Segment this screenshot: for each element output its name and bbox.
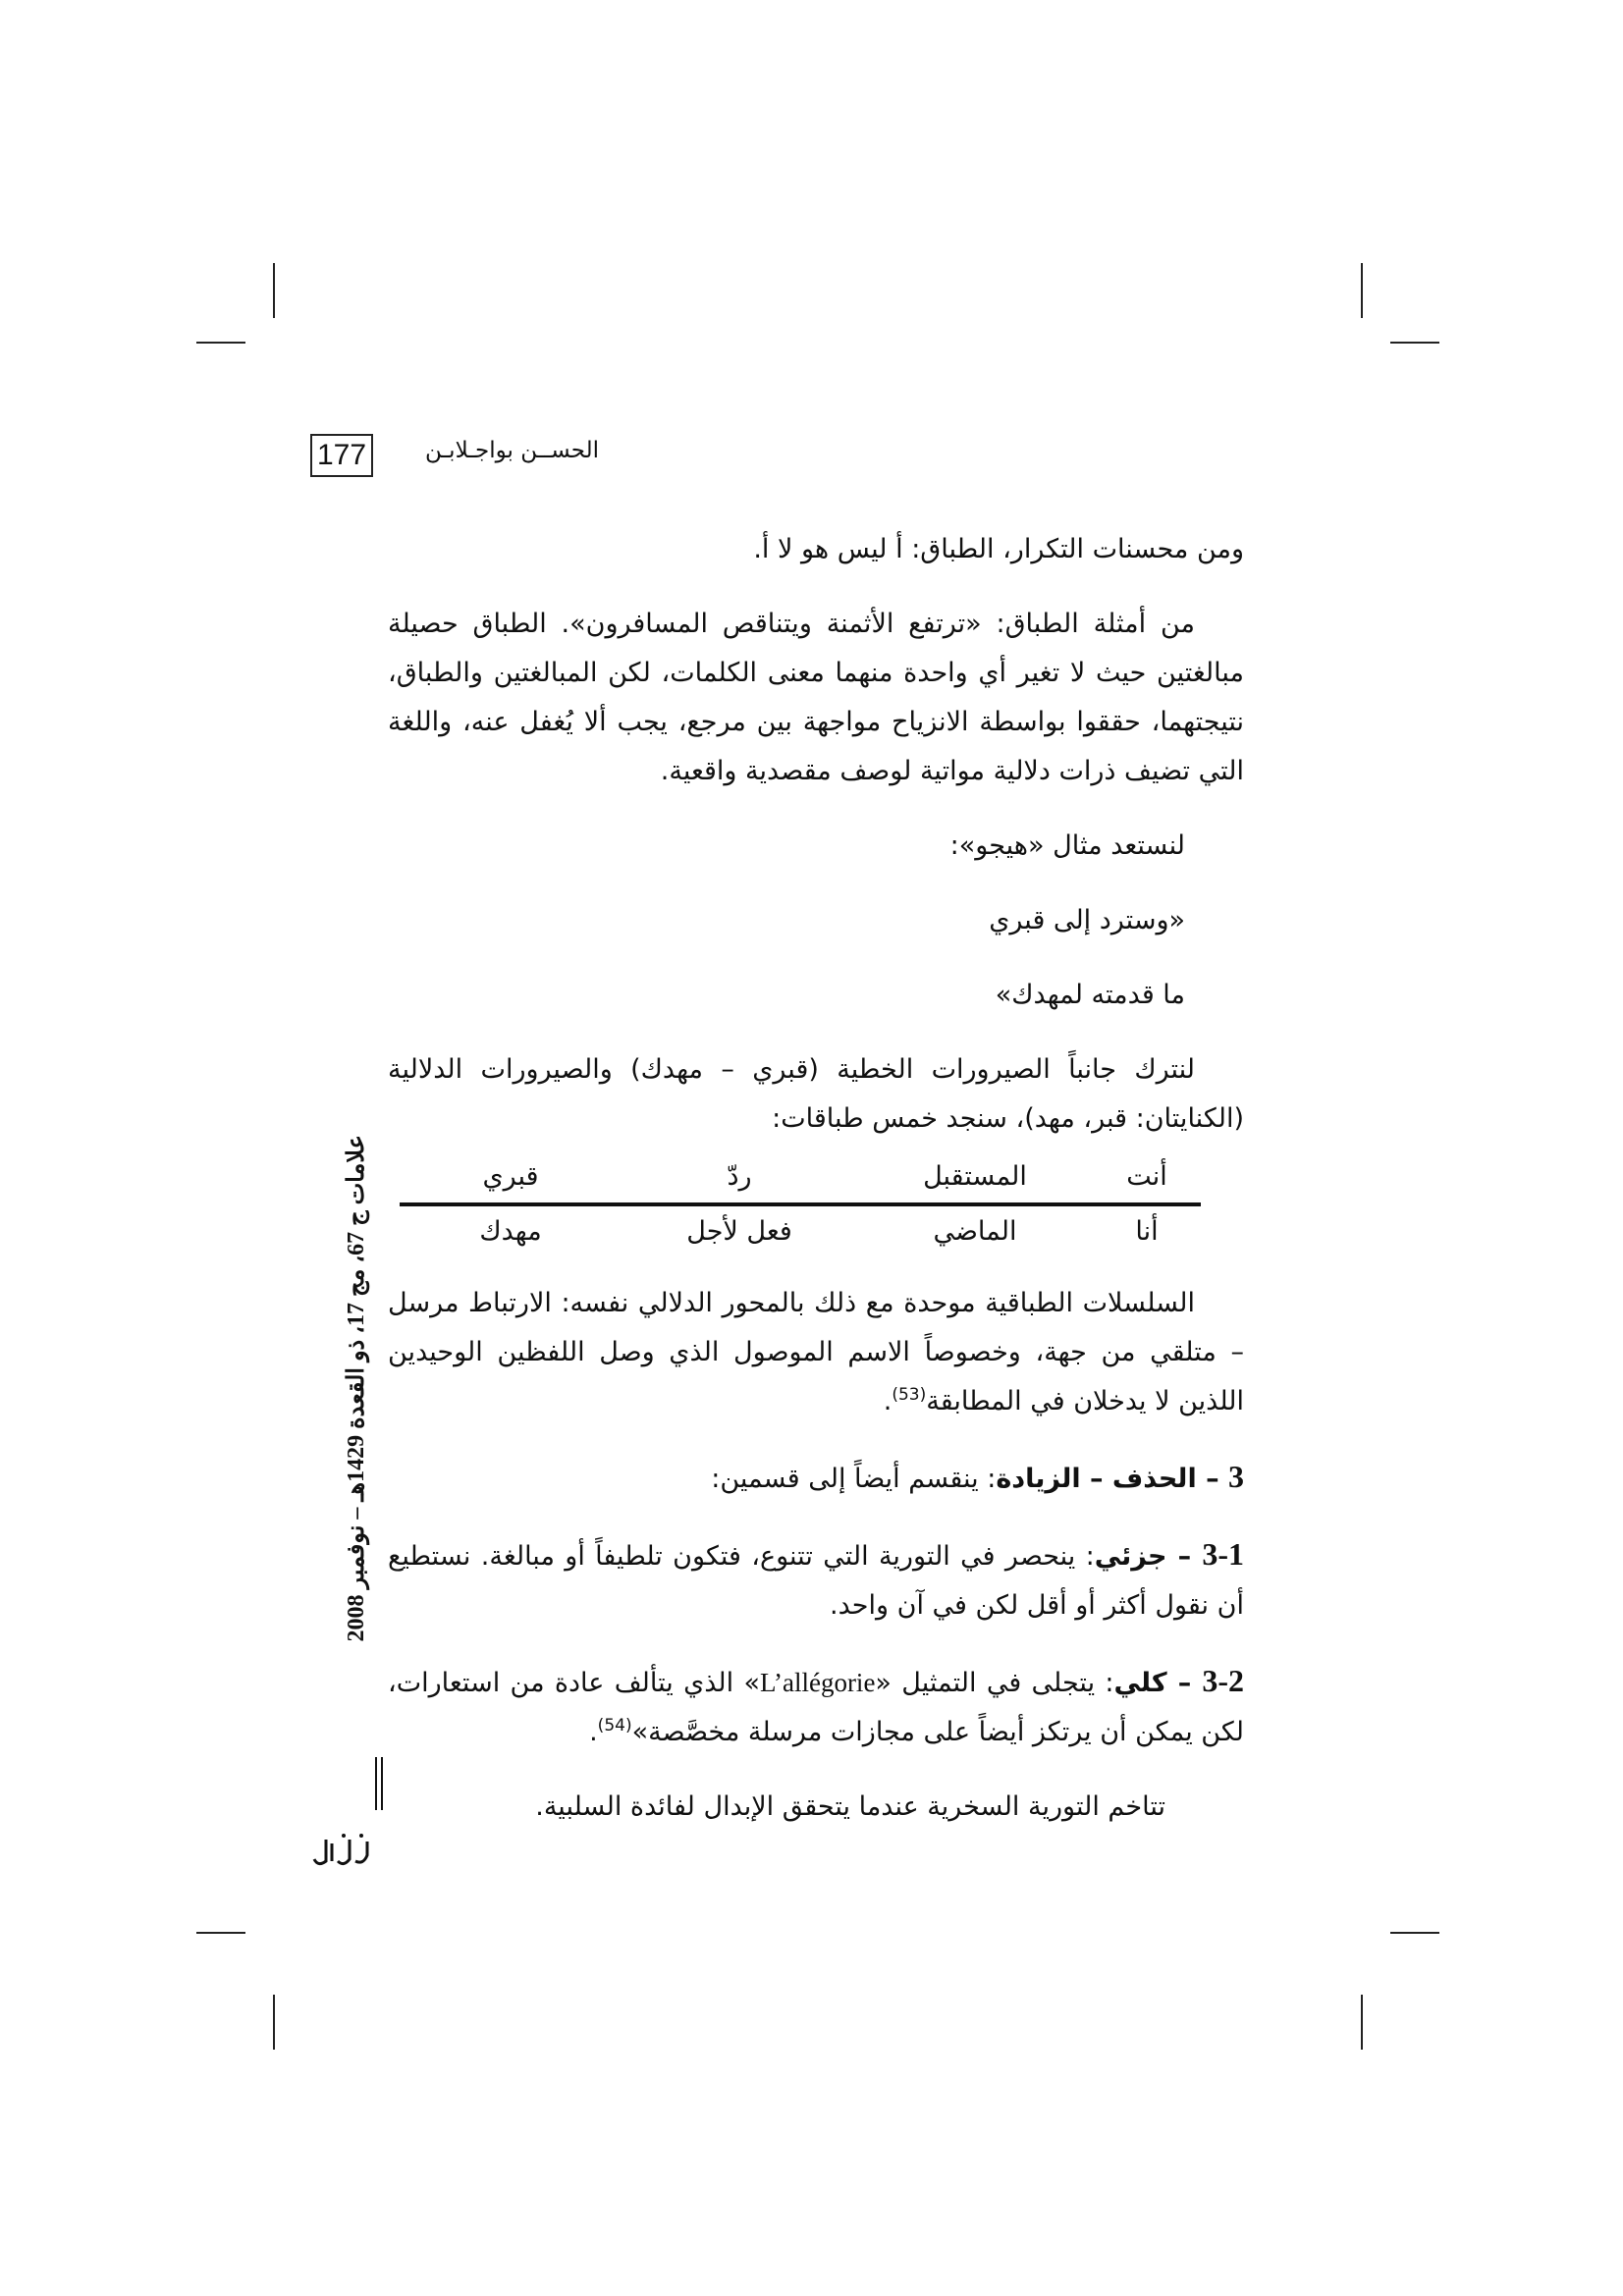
crop-mark bbox=[273, 1995, 275, 2050]
subsection-text: : يتجلى في التمثيل « bbox=[875, 1668, 1114, 1698]
paragraph: ومن محسنات التكرار، الطباق: أ ليس هو لا أ. bbox=[753, 534, 1244, 564]
paragraph: من أمثلة الطباق: «ترتفع الأثمنة ويتناقص المسافرون». الطباق حصيلة مبالغتين حيث لا تغير أي واحدة منهما معنى الكلمات، لكن المبالغتين والطباق، نتيجتهما، حققوا بواسطة الانزياح مواجهة بين مرجع، يجب ألا يُغفل عنه، واللغة التي تضيف ذرات دلالية مواتية لوصف مقصدية واقعية. bbox=[388, 609, 1244, 786]
subsection-number: 3-2 bbox=[1202, 1663, 1244, 1698]
running-header-author: الحســن بواجـلابـن bbox=[424, 438, 599, 463]
antithesis-cell: الماضي bbox=[933, 1216, 1017, 1247]
section-number: 3 bbox=[1228, 1459, 1244, 1494]
paragraph-text: السلسلات الطباقية موحدة مع ذلك بالمحور الدلالي نفسه: الارتباط مرسل – متلقي من جهة، وخصوصاً الاسم الموصول الذي وصل اللفظين الوحيدين اللذين لا يدخلان في المطابقة bbox=[388, 1288, 1244, 1416]
poem-line: «وسترد إلى قبري bbox=[989, 905, 1185, 935]
antithesis-cell: مهدك bbox=[479, 1216, 542, 1247]
crop-mark bbox=[196, 1932, 245, 1934]
antithesis-cell: أنت bbox=[1126, 1161, 1167, 1192]
punctuation: . bbox=[883, 1386, 893, 1416]
crop-mark bbox=[1390, 1932, 1439, 1934]
divider bbox=[375, 1757, 377, 1810]
page-number: 177 bbox=[310, 434, 373, 477]
crop-mark bbox=[196, 342, 245, 344]
paragraph: لنستعد مثال «هيجو»: bbox=[949, 830, 1185, 861]
antithesis-cell: ردّ bbox=[727, 1161, 752, 1192]
crop-mark bbox=[273, 263, 275, 318]
antithesis-cell: المستقبل bbox=[923, 1161, 1027, 1192]
antithesis-cell: فعل لأجل bbox=[686, 1216, 792, 1247]
crop-mark bbox=[1361, 263, 1363, 318]
footnote-ref: (53) bbox=[892, 1385, 927, 1405]
foreign-term: L’allégorie bbox=[759, 1668, 876, 1697]
subsection-text: » الذي يتألف عادة من استعارات، لكن يمكن أن يرتكز أيضاً على مجازات مرسلة مخصَّصة» bbox=[388, 1668, 1244, 1747]
footnote-ref: (54) bbox=[597, 1716, 632, 1735]
subsection-number: 3-1 bbox=[1202, 1536, 1244, 1572]
divider bbox=[381, 1757, 383, 1810]
paragraph: تتاخم التورية السخرية عندما يتحقق الإبدال لفائدة السلبية. bbox=[535, 1791, 1165, 1822]
journal-info-vertical: علامات ج 67، مج 17، ذو القعدة 1429هـ – نوفمبر 2008 bbox=[344, 1135, 369, 1642]
subsection-text: : ينحصر في التورية التي تتنوع، فتكون تلطيفاً أو مبالغة. نستطيع أن نقول أكثر أو أقل لكن في آن واحد. bbox=[388, 1541, 1244, 1621]
section-title: – الحذف – الزيادة bbox=[996, 1464, 1228, 1494]
paragraph bbox=[388, 1279, 1244, 1426]
journal-logo-icon bbox=[306, 1828, 375, 1873]
section-heading bbox=[388, 1452, 1244, 1504]
subsection bbox=[388, 1529, 1244, 1630]
paragraph: لنترك جانباً الصيرورات الخطية (قبري – مهدك) والصيرورات الدلالية (الكنايتان: قبر، مهد)، سنجد خمس طباقات: bbox=[388, 1054, 1244, 1134]
section-text: : ينقسم أيضاً إلى قسمين: bbox=[711, 1464, 997, 1494]
main-text bbox=[388, 525, 1244, 1857]
crop-mark bbox=[1390, 342, 1439, 344]
antithesis-table bbox=[400, 1151, 1201, 1257]
poem-line: ما قدمته لمهدك» bbox=[995, 980, 1185, 1010]
antithesis-row-bottom bbox=[400, 1206, 1201, 1257]
antithesis-row-top bbox=[400, 1151, 1201, 1206]
subsection-title: – جزئي bbox=[1094, 1541, 1203, 1572]
subsection-title: – كلي bbox=[1113, 1668, 1203, 1698]
punctuation: . bbox=[589, 1717, 598, 1747]
subsection bbox=[388, 1656, 1244, 1757]
antithesis-cell: أنا bbox=[1135, 1216, 1159, 1247]
antithesis-cell: قبري bbox=[482, 1161, 539, 1192]
crop-mark bbox=[1361, 1995, 1363, 2050]
